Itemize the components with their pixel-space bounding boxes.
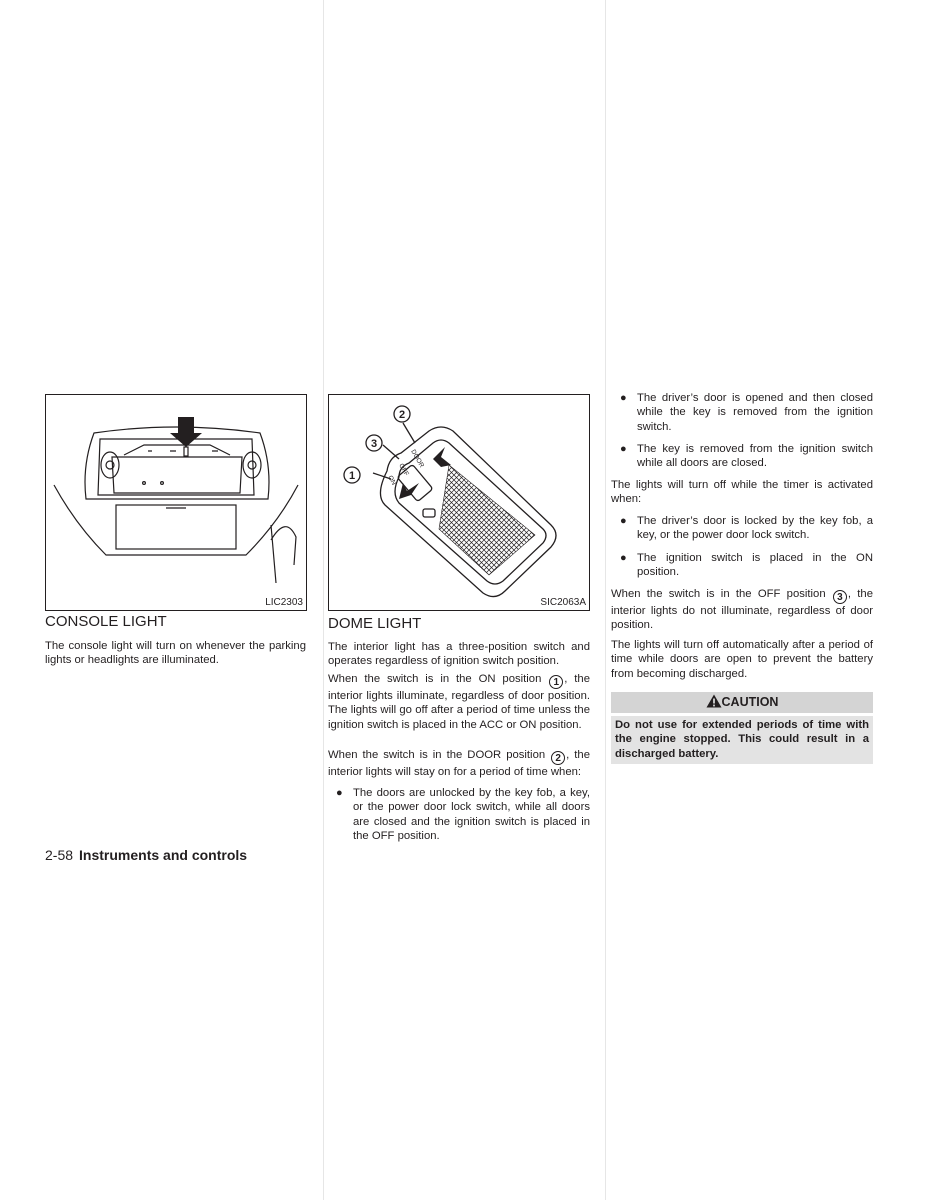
dome-off-text-end: , the interior lights do not illuminate, regardless of door position. [611, 588, 873, 632]
dome-door-text-start: When the switch is in the DOOR position [328, 749, 551, 761]
arrow-up-icon [433, 447, 451, 467]
timer-bullet-2 [620, 551, 873, 580]
column-rule-left [323, 0, 324, 1200]
bullet-dot: ● [620, 552, 627, 564]
caution-header [611, 692, 873, 713]
dome-light-heading: DOME LIGHT [328, 615, 422, 632]
dome-door-text-end: , the interior lights will stay on for a period of time when: [328, 749, 590, 778]
caution-text: Do not use for extended periods of time with the engine stopped. This could result in a discharged battery. [611, 716, 873, 764]
dome-light-illustration [329, 395, 589, 610]
door-bullet-1 [336, 786, 590, 844]
dome-light-intro: The interior light has a three-position switch and operates regardless of ignition switch position. [328, 641, 590, 668]
callout-1: 1 [348, 470, 356, 482]
page-footer [45, 846, 247, 864]
door-bullet-3-text: The key is removed from the ignition switch while all doors are closed. [637, 443, 873, 470]
caution-title: CAUTION [721, 695, 779, 709]
dome-off-paragraph [611, 587, 873, 633]
switch-label-on: ON [386, 474, 398, 487]
door-bullet-3 [620, 442, 873, 471]
timer-bullet-2-text: The ignition switch is placed in the ON position. [637, 552, 873, 579]
door-bullet-1-text: The doors are unlocked by the key fob, a key, or the power door lock switch, while all doors are closed and the ignition switch is placed in the OFF position. [353, 787, 590, 843]
dome-off-text-start: When the switch is in the OFF position [611, 588, 832, 600]
lens-hatch [439, 465, 535, 575]
console-light-text: The console light will turn on whenever the parking lights or headlights are illuminated. [45, 640, 306, 667]
bullet-dot: ● [620, 443, 627, 455]
switch-label-off: OFF [397, 462, 410, 478]
door-bullet-2 [620, 391, 873, 434]
position-3-marker: 3 [833, 590, 847, 604]
arrow-down-icon [399, 483, 419, 499]
dome-on-text-start: When the switch is in the ON position [328, 673, 549, 685]
dome-light-figure [328, 394, 590, 611]
timer-intro: The lights will turn off while the timer is activated when: [611, 479, 873, 506]
column-rule-right [605, 0, 606, 1200]
figure-code-dome: SIC2063A [540, 597, 586, 608]
console-light-heading: CONSOLE LIGHT [45, 613, 167, 630]
callout-2: 2 [398, 409, 406, 421]
switch-label-door: DOOR [409, 448, 426, 469]
auto-off-paragraph: The lights will turn off automatically after a period of time while doors are open to prevent the battery from becoming discharged. [611, 639, 873, 680]
dome-on-paragraph [328, 672, 590, 732]
bullet-dot: ● [620, 392, 627, 404]
callout-3: 3 [370, 438, 378, 450]
dome-door-paragraph [328, 748, 590, 779]
press-arrow-icon [170, 417, 202, 447]
console-light-figure [45, 394, 307, 611]
position-1-marker: 1 [549, 675, 563, 689]
bullet-dot: ● [336, 787, 343, 799]
section-title: Instruments and controls [79, 847, 248, 863]
page-number: 2-58 [45, 847, 74, 863]
warning-triangle-icon [706, 694, 722, 708]
timer-bullet-1-text: The driver’s door is locked by the key fob, a key, or the power door lock switch. [637, 515, 873, 542]
figure-code-console: LIC2303 [265, 597, 303, 608]
door-bullet-2-text: The driver’s door is opened and then closed while the key is removed from the ignition switch. [637, 392, 873, 433]
position-2-marker: 2 [551, 751, 565, 765]
console-light-illustration [46, 395, 306, 610]
bullet-dot: ● [620, 515, 627, 527]
dome-on-text-end: , the interior lights illuminate, regardless of door position. The lights will go off after a period of time unless the ignition switch is placed in the ACC or ON position. [328, 673, 590, 731]
timer-bullet-1 [620, 514, 873, 543]
